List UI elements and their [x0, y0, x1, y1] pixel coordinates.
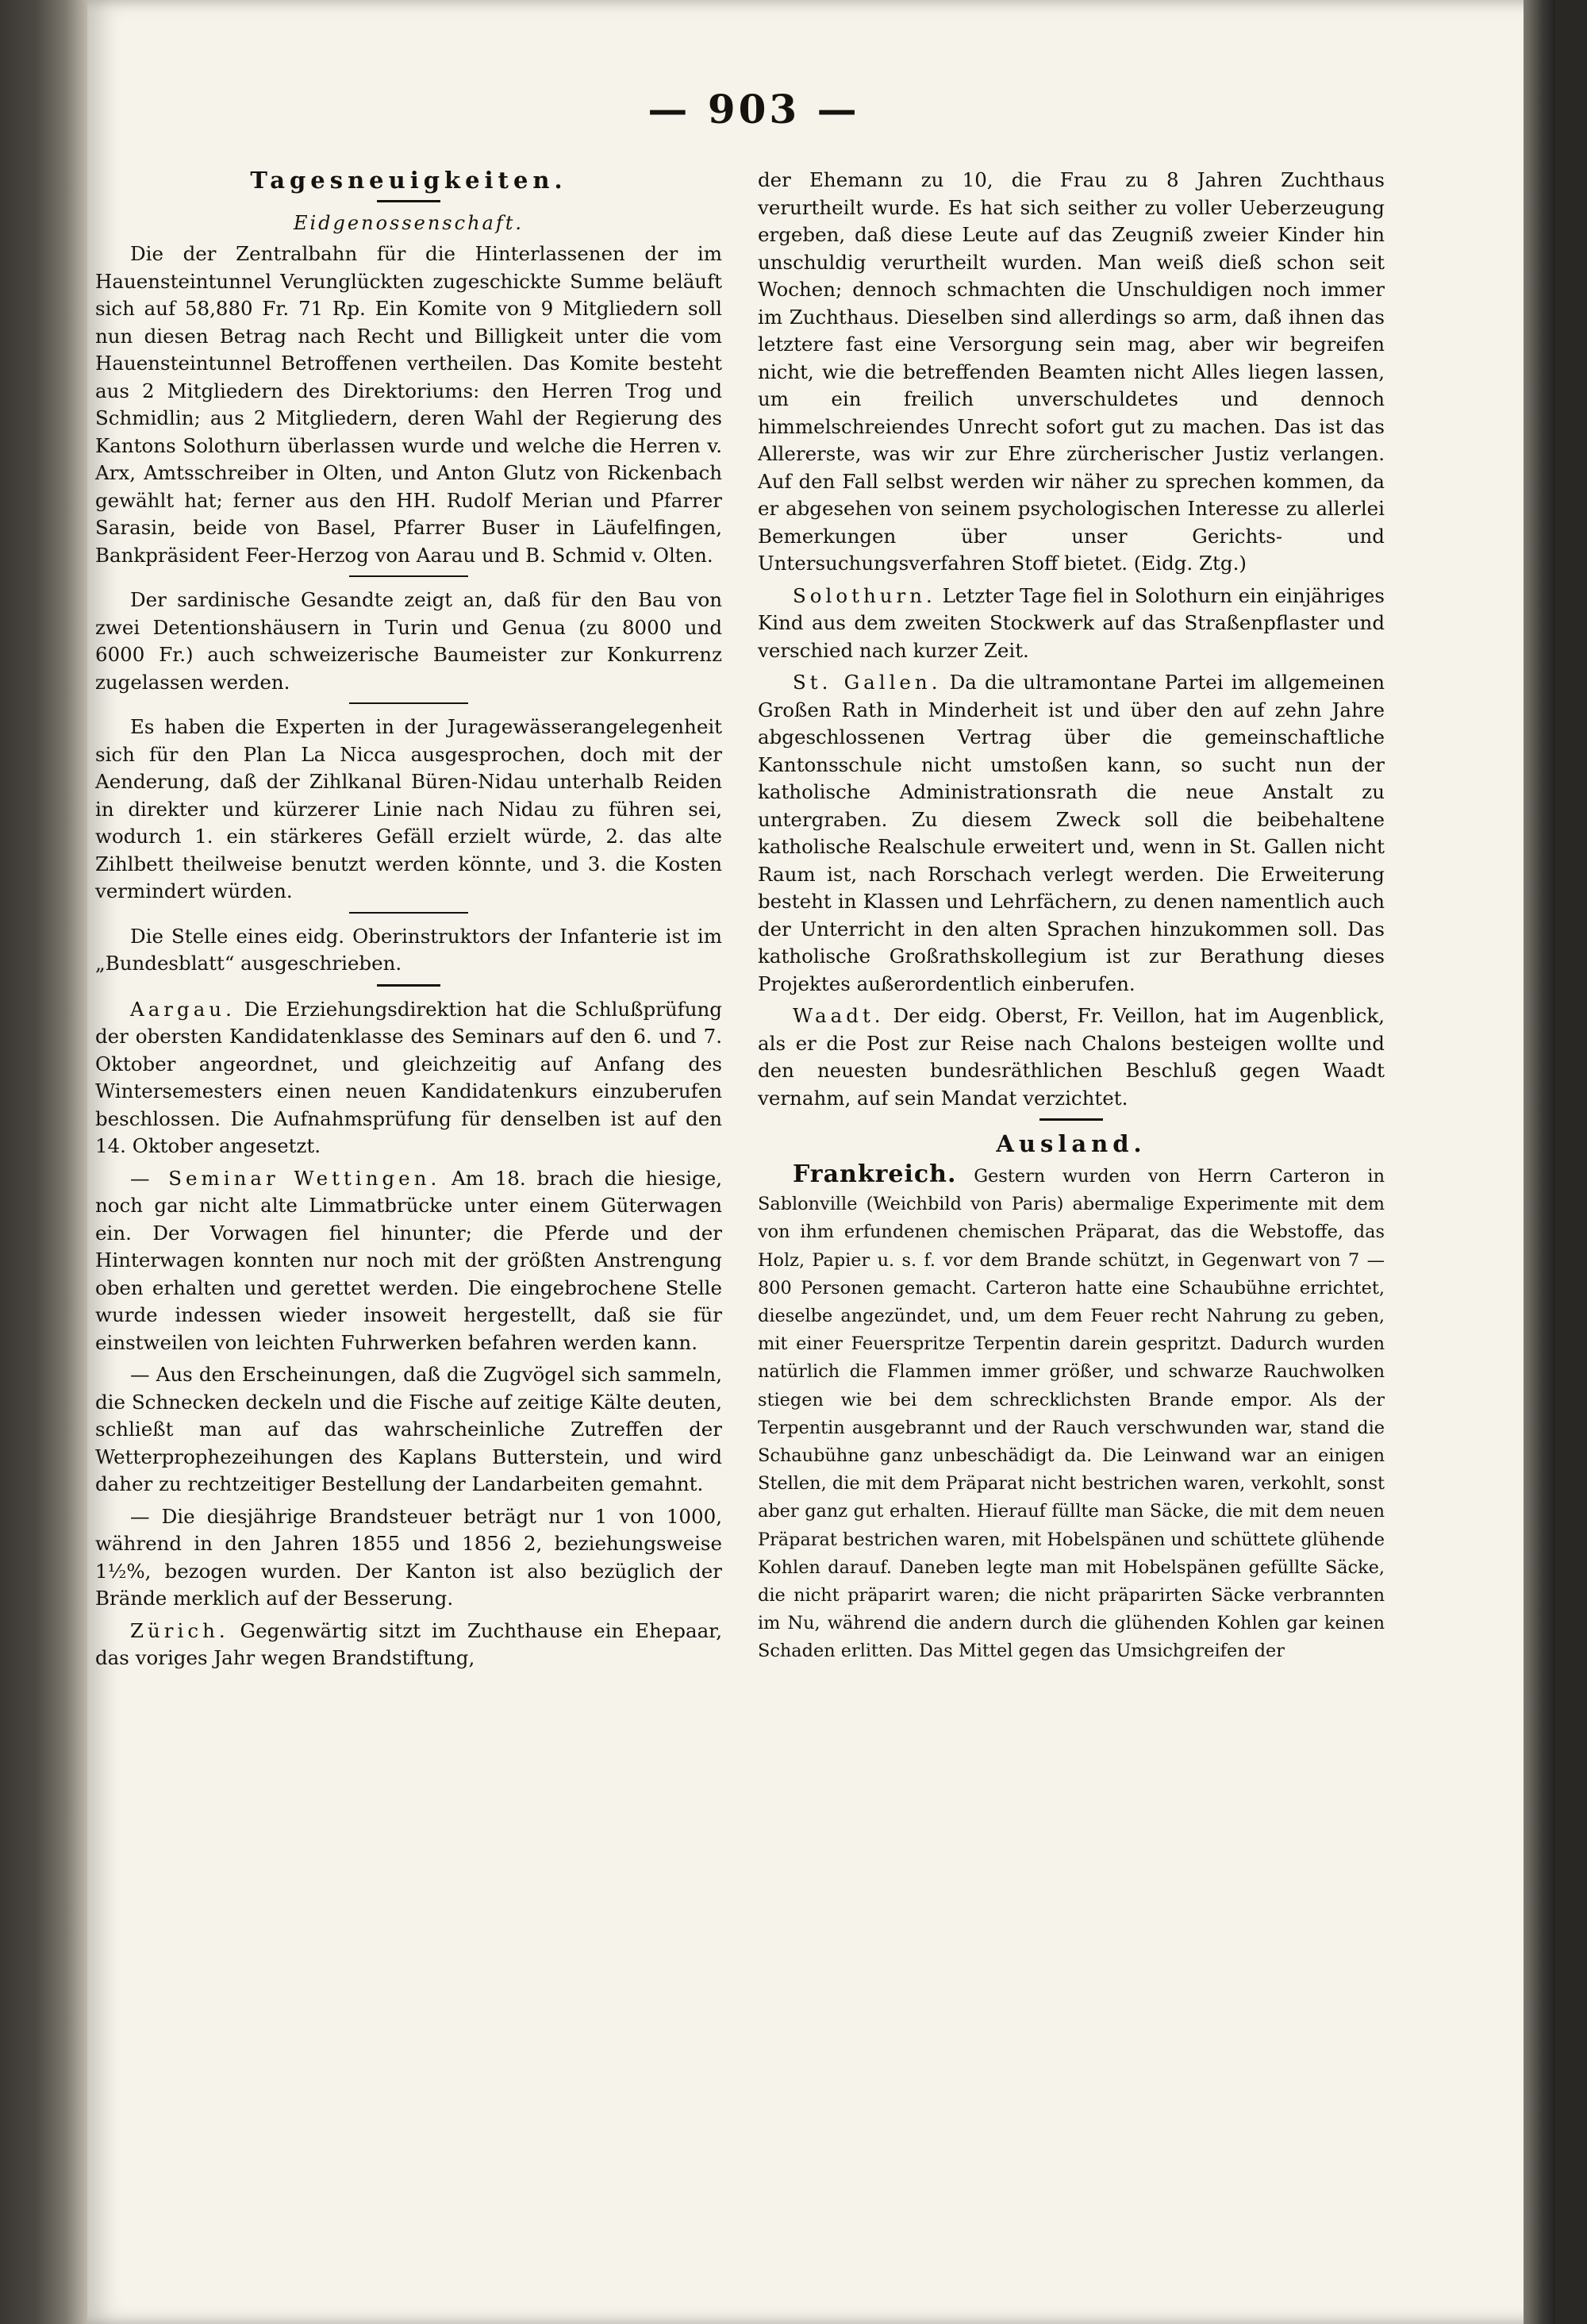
article-sardinische-gesandte: Der sardinische Gesandte zeigt an, daß für den Bau von zwei Detentionshäusern in Turin und Genua (zu 8000 und 6000 Fr.) auch schweizerische Baumeister zur Konkurrenz zugelassen werden. [95, 588, 722, 694]
article-zuerich [95, 1618, 722, 1672]
article-zugvoegel: — Aus den Erscheinungen, daß die Zugvögel sich sammeln, die Schnecken deckeln und die Fische auf zeitige Kälte deuten, schließt man auf das wahrscheinliche Zutreffen der Wetterprophezeihungen des Kaplans Butterstein, und wird daher zu rechtzeitiger Bestellung der Landarbeiten gemahnt. [95, 1363, 722, 1495]
divider [377, 984, 440, 987]
article-body: Gestern wurden von Herrn Carteron in Sablonville (Weichbild von Paris) abermalige Experimente mit dem von ihm erfundenen chemischen Präparat, das die Webstoffe, das Holz, Papier u. s. f. vor dem Brande schützt, in Gegenwart von 7 — 800 Personen gemacht. Carteron hatte eine Schaubühne errichtet, dieselbe angezündet, und, um dem Feuer recht Nahrung zu geben, mit einer Feuerspritze Terpentin darein gespritzt. Dadurch wurden natürlich die Flammen immer größer, und schwarze Rauchwolken stiegen wie bei dem schrecklichsten Brande empor. Als der Terpentin ausgebrannt und der Rauch verschwunden war, stand die Schaubühne ganz unbeschädigt da. Die Leinwand war an einigen Stellen, die mit dem Präparat nicht bestrichen waren, verkohlt, sonst aber ganz gut erhalten. Hierauf füllte man Säcke, die mit dem neuen Präparat bestrichen waren, mit Hobelspänen und schüttete glühende Kohlen darauf. Daneben legte man mit Hobelspänen gefüllte Säcke, die nicht präparirt waren; die nicht präparirten Säcke verbrannten im Nu, während die andern durch die glühenden Kohlen gar keinen Schaden erlitten. Das Mittel gegen das Umsichgreifen der [758, 1166, 1385, 1662]
article-lead: Zürich. [130, 1618, 229, 1642]
article-body: Die Erziehungsdirektion hat die Schlußprüfung der obersten Kandidatenklasse des Seminars auf den 6. und 7. Oktober angeordnet, und gleichzeitig auf Anfang des Wintersemesters einen neuen Kandidatenkurs einzuberufen beschlossen. Die Aufnahmsprüfung für denselben ist auf den 14. Oktober angesetzt. [95, 997, 722, 1157]
binding-gutter [0, 0, 87, 2324]
article-lead: Aargau. [130, 997, 236, 1021]
divider [349, 702, 468, 704]
right-column [758, 167, 1385, 1671]
article-lead: St. Gallen. [793, 671, 942, 694]
article-lead: Solothurn. [793, 583, 936, 607]
left-column [95, 167, 722, 1677]
section-heading-tagesneuigkeiten: Tagesneuigkeiten. [250, 167, 567, 194]
divider [1039, 1118, 1103, 1121]
page-edge-shadow [1524, 0, 1555, 2324]
article-zentralbahn: Die der Zentralbahn für die Hinterlassenen der im Hauensteintunnel Verunglückten zugeschickte Summe beläuft sich auf 58,880 Fr. 71 Rp. Ein Komite von 9 Mitgliedern soll nun diesen Betrag nach Recht und Billigkeit unter die vom Hauensteintunnel Betroffenen vertheilen. Das Komite besteht aus 2 Mitgliedern des Direktoriums: den Herren Trog und Schmidlin; aus 2 Mitgliedern, deren Wahl der Regierung des Kantons Solothurn überlassen wurde und welche die Herren v. Arx, Amtsschreiber in Olten, und Anton Glutz von Rickenbach gewählt hat; ferner aus den HH. Rudolf Merian und Pfarrer Sarasin, beide von Basel, Pfarrer Buser in Läufelfingen, Bankpräsident Feer-Herzog von Aarau und B. Schmid v. Olten. [95, 242, 722, 567]
article-waadt [758, 1002, 1385, 1112]
subheading-eidgenossenschaft: Eidgenossenschaft. [293, 212, 524, 234]
article-body: Letzter Tage fiel in Solothurn ein einjähriges Kind aus dem zweiten Stockwerk auf das Straßenpflaster und verschied nach kurzer Zeit. [758, 583, 1385, 662]
article-aargau [95, 996, 722, 1160]
article-brandsteuer: — Die diesjährige Brandsteuer beträgt nur 1 von 1000, während in den Jahren 1855 und 1856 2, beziehungsweise 1½%, bezogen wurden. Der Kanton ist also bezüglich der Brände merklich auf der Besserung. [95, 1504, 722, 1610]
article-frankreich [758, 1160, 1385, 1666]
article-lead: Frankreich. [793, 1160, 957, 1188]
article-solothurn [758, 583, 1385, 665]
divider [377, 200, 440, 202]
article-body: Gegenwärtig sitzt im Zuchthause ein Ehepaar, das voriges Jahr wegen Brandstiftung, [95, 1618, 722, 1669]
section-heading-ausland: Ausland. [996, 1130, 1147, 1157]
article-body: Der eidg. Oberst, Fr. Veillon, hat im Augenblick, als er die Post zur Reise nach Chalons besteigen wollte und den neuesten bundesräthlichen Beschluß gegen Waadt vernahm, auf sein Mandat verzichtet. [758, 1004, 1385, 1110]
article-seminar-wettingen [95, 1165, 722, 1357]
article-lead: Waadt. [793, 1004, 885, 1027]
article-frankreich-block [758, 1160, 1385, 1666]
divider [349, 575, 468, 577]
article-lead: — Seminar Wettingen. [130, 1166, 441, 1190]
article-oberinstruktor: Die Stelle eines eidg. Oberinstruktors der Infanterie ist im „Bundesblatt“ ausgeschrieben. [95, 924, 722, 975]
article-juragewaesser: Es haben die Experten in der Juragewässerangelegenheit sich für den Plan La Nicca ausgesprochen, doch mit der Aenderung, daß der Zihlkanal Büren-Nidau unterhalb Reiden in direkter und kürzerer Linie nach Nidau zu führen sei, wodurch 1. ein stärkeres Gefäll erzielt würde, 2. das alte Zihlbett theilweise benutzt werden könnte, und 3. die Kosten vermindert würden. [95, 715, 722, 902]
article-body: Am 18. brach die hiesige, noch gar nicht alte Limmatbrücke unter einem Güterwagen ein. Der Vorwagen fiel hinunter; die Pferde und der Hinterwagen konnten nur noch mit der größten Anstrengung oben erhalten und gerettet werden. Die eingebrochene Stelle wurde indessen wieder insoweit hergestellt, daß sie für einstweilen von leichten Fuhrwerken befahren werden kann. [95, 1166, 722, 1354]
article-st-gallen [758, 669, 1385, 998]
article-zuerich-continued: der Ehemann zu 10, die Frau zu 8 Jahren Zuchthaus verurtheilt wurde. Es hat sich seither zu voller Ueberzeugung ergeben, daß diese Leute auf das Zeugniß zweier Kinder hin unschuldig verurtheilt wurden. Man weiß dieß schon seit Wochen; dennoch schmachten die Unschuldigen noch immer im Zuchthaus. Dieselben sind allerdings so arm, daß ihnen das letztere fast eine Versorgung sein mag, aber wir begreifen nicht, wie die betreffenden Beamten nicht Alles liegen lassen, um ein freilich unverschuldetes und dennoch himmelschreiendes Unrecht sofort gut zu machen. Das ist das Allererste, was wir zur Ehre zürcherischer Justiz verlangen. Auf den Fall selbst werden wir näher zu sprechen kommen, da er abgesehen von seinem psychologischen Interesse zu allerlei Bemerkungen über unser Gerichts- und Untersuchungsverfahren Stoff bietet. (Eidg. Ztg.) [758, 168, 1385, 575]
page-number: — 903 — [647, 86, 860, 133]
article-body: Da die ultramontane Partei im allgemeinen Großen Rath in Minderheit ist und über den auf zehn Jahre abgeschlossenen Vertrag über die gemeinschaftliche Kantonsschule nicht umstoßen kann, so sucht nun der katholische Administrationsrath die neue Anstalt zu untergraben. Zu diesem Zweck soll die beibehaltene katholische Realschule erweitert und, wenn in St. Gallen nicht Raum ist, nach Rorschach verlegt werden. Die Erweiterung besteht in Klassen und Lehrfächern, zu denen namentlich auch der Unterricht in den alten Sprachen hinzukommen soll. Das katholische Großrathskollegium ist zur Berathung dieses Projektes außerordentlich einberufen. [758, 671, 1385, 995]
divider [349, 912, 468, 914]
